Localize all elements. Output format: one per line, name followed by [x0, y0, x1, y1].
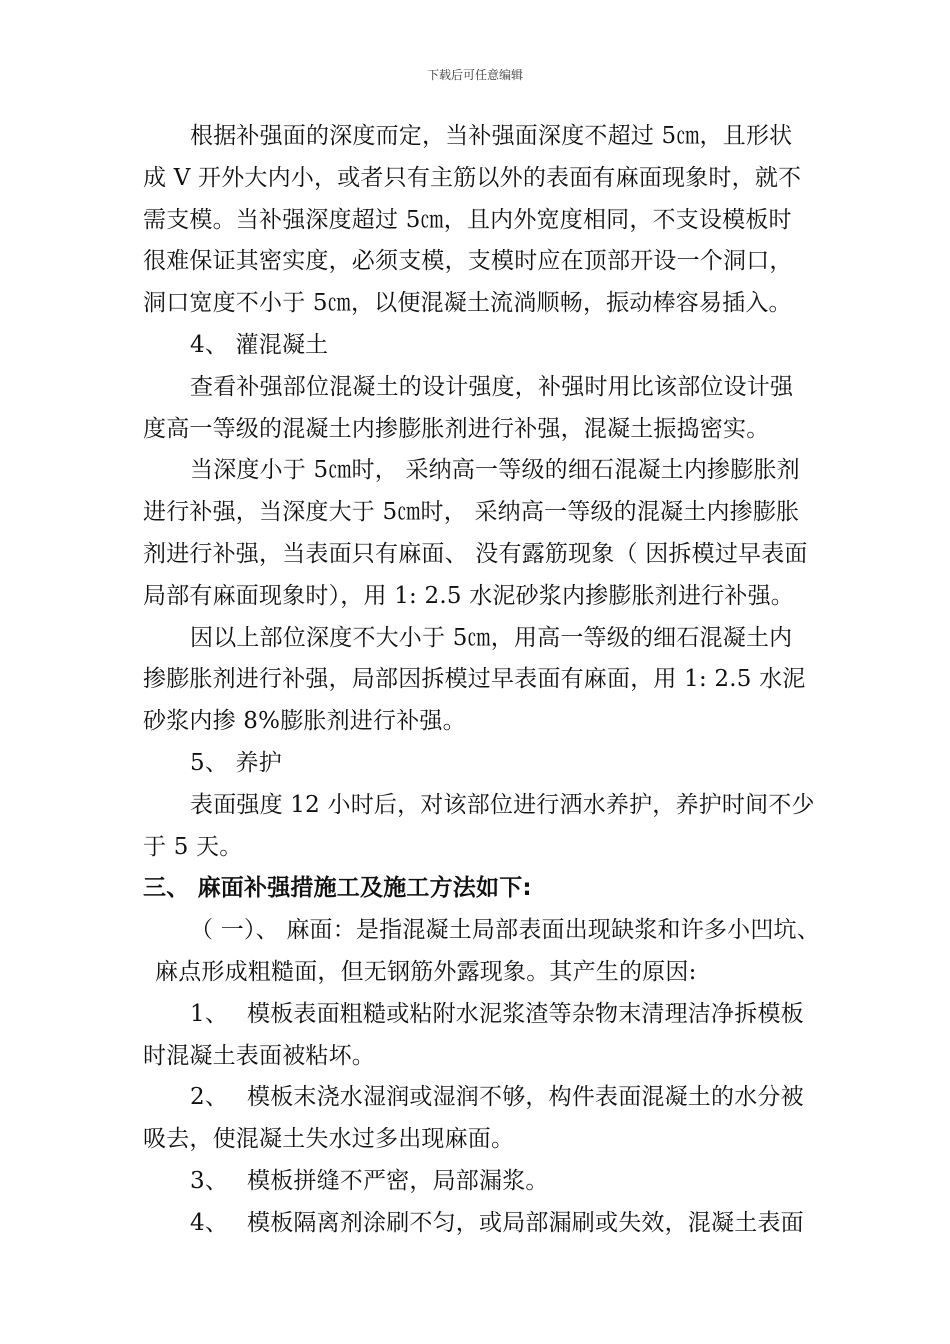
section-heading-pitted-surface: 三、 麻面补强措施工及施工方法如下: — [143, 875, 532, 902]
list-item-2 — [143, 1077, 809, 1119]
list-number: 2、 — [190, 1084, 229, 1111]
paragraph-line: 成 V 开外大内小，或者只有主筋以外的表面有麻面现象时，就不 — [143, 164, 802, 191]
list-item-text: 模板拼缝不严密，局部漏浆。 — [247, 1167, 549, 1194]
document-body — [143, 116, 820, 1245]
list-item-1 — [143, 994, 809, 1036]
paragraph-line: 需支模。当补强深度超过 5㎝，且内外宽度相同，不支设模板时 — [143, 206, 792, 233]
list-item-text: 模板末浇水湿润或湿润不够，构件表面混凝土的水分被 — [247, 1084, 804, 1111]
list-number: 1、 — [190, 1000, 229, 1027]
list-item-3 — [143, 1161, 809, 1203]
list-item-text: 模板表面粗糙或粘附水泥浆渣等杂物末清理洁净拆模板 — [247, 1000, 804, 1027]
paragraph-line: 度高一等级的混凝土内掺膨胀剂进行补强，混凝土振捣密实。 — [143, 415, 770, 442]
paragraph-line: 根据补强面的深度而定，当补强面深度不超过 5㎝，且形状 — [190, 123, 793, 149]
paragraph-line: 吸去，使混凝土失水过多出现麻面。 — [143, 1126, 515, 1153]
paragraph-line: 砂浆内掺 8%膨胀剂进行补强。 — [143, 708, 466, 735]
paragraph-line: 进行补强，当深度大于 5㎝时， 采纳高一等级的混凝土内掺膨胀 — [143, 499, 800, 526]
list-number: 4、 — [190, 1209, 229, 1236]
paragraph-line: 掺膨胀剂进行补强，局部因拆模过早表面有麻面，用 1: 2.5 水泥 — [143, 666, 806, 693]
paragraph-line: 表面强度 12 小时后，对该部位进行洒水养护，养护时间不少 — [190, 791, 815, 818]
paragraph-line: 当深度小于 5㎝时， 采纳高一等级的细石混凝土内掺膨胀剂 — [190, 457, 800, 484]
paragraph-line: 时混凝土表面被粘坏。 — [143, 1042, 375, 1069]
paragraph-line: 剂进行补强，当表面只有麻面、 没有露筋现象（ 因拆模过早表面 — [143, 540, 808, 567]
section-heading-pour-concrete: 4、 灌混凝土 — [190, 331, 329, 358]
paragraph-line: 因以上部位深度不大小于 5㎝，用高一等级的细石混凝土内 — [190, 624, 793, 651]
paragraph-line: 于 5 天。 — [143, 833, 243, 860]
paragraph-line: 麻点形成粗糙面，但无钢筋外露现象。其产生的原因: — [155, 958, 697, 985]
paragraph-line: （ 一）、 麻面：是指混凝土局部表面出现缺浆和许多小凹坑、 — [190, 917, 820, 944]
paragraph-line: 很难保证其密实度，必须支模，支模时应在顶部开设一个洞口， — [143, 248, 793, 275]
section-heading-curing: 5、 养护 — [190, 749, 282, 776]
list-item-text: 模板隔离剂涂刷不匀，或局部漏刷或失效，混凝土表面 — [247, 1209, 804, 1236]
list-number: 3、 — [190, 1167, 229, 1194]
paragraph-line: 查看补强部位混凝土的设计强度，补强时用比该部位设计强 — [190, 373, 794, 400]
paragraph-line: 洞口宽度不小于 5㎝，以便混凝土流淌顺畅，振动棒容易插入。 — [143, 290, 792, 317]
paragraph-line: 局部有麻面现象时），用 1: 2.5 水泥砂浆内掺膨胀剂进行补强。 — [143, 582, 794, 609]
list-item-4 — [143, 1203, 809, 1245]
page-header-note: 下载后可任意编辑 — [426, 68, 523, 82]
